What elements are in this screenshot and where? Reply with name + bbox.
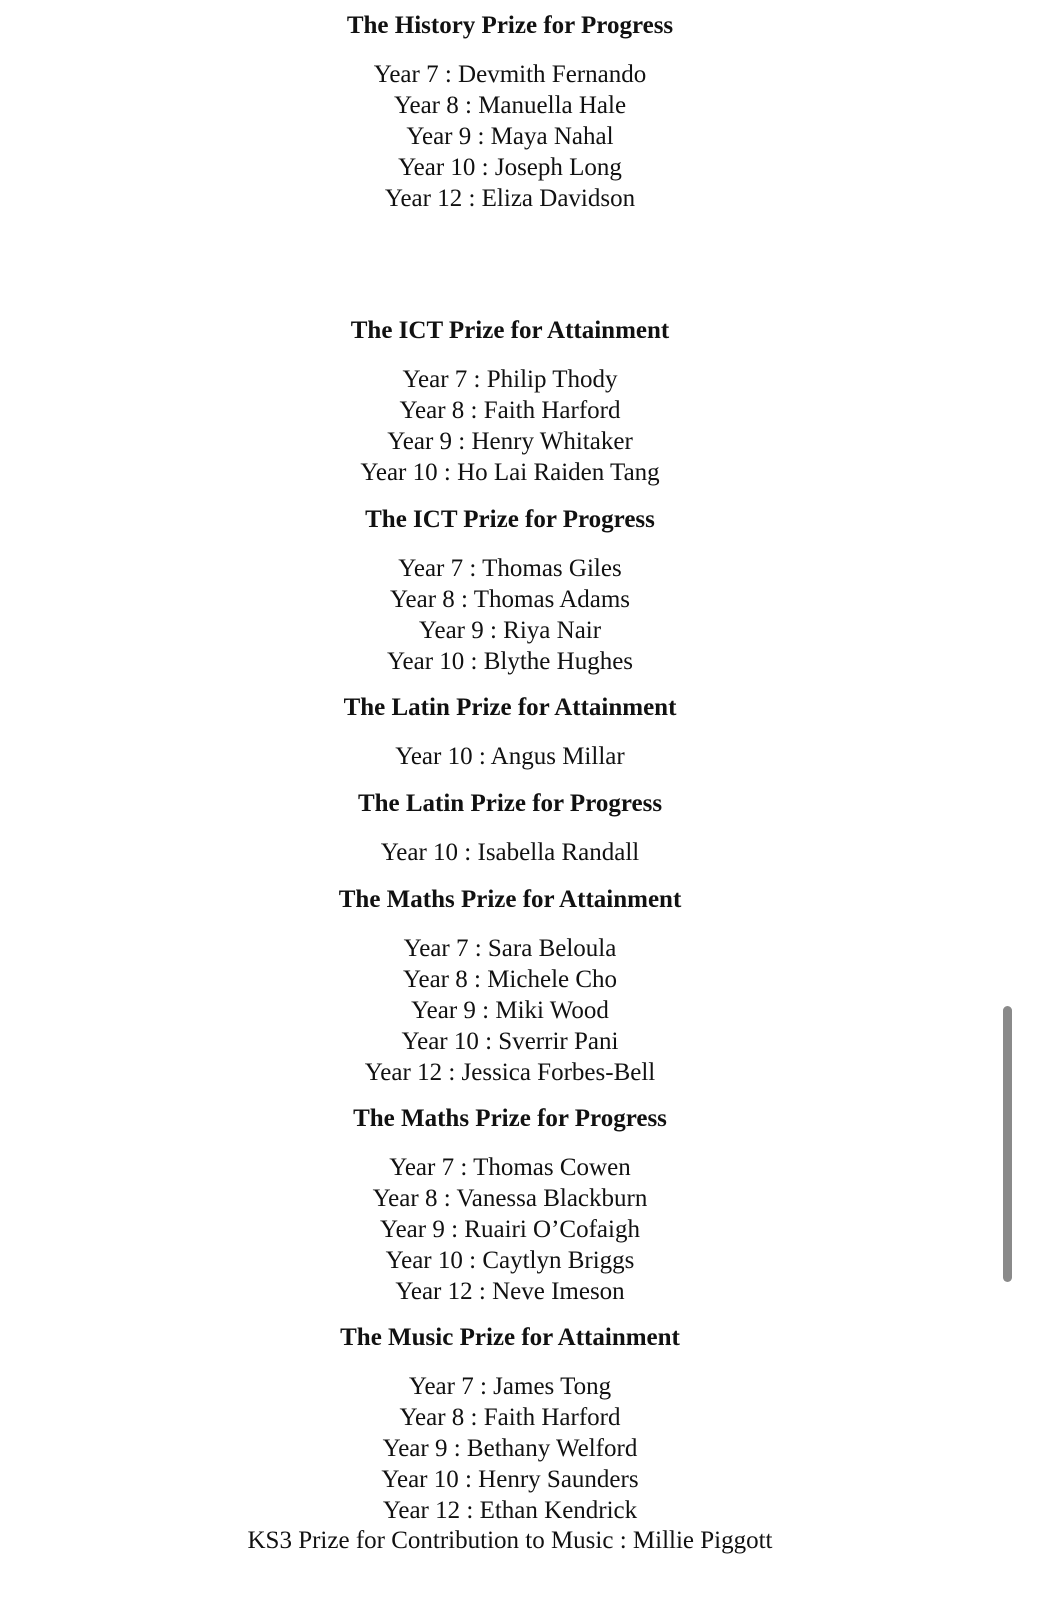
entry-list xyxy=(0,364,1020,488)
history-progress-section xyxy=(0,11,1020,214)
prize-entry: Year 10 : Henry Saunders xyxy=(381,1466,639,1493)
section-heading: The Maths Prize for Attainment xyxy=(338,886,682,913)
section-heading: The Latin Prize for Progress xyxy=(357,790,663,817)
music-attainment-section xyxy=(0,1323,1020,1526)
vertical-scrollbar-thumb[interactable] xyxy=(1003,1006,1012,1282)
prize-entry: Year 8 : Faith Harford xyxy=(399,397,621,424)
prize-entry: Year 7 : Devmith Fernando xyxy=(373,61,647,88)
entry-list xyxy=(0,59,1020,214)
prize-entry: Year 12 : Ethan Kendrick xyxy=(382,1497,638,1524)
latin-progress-section xyxy=(0,789,1020,868)
prize-entry: Year 7 : Sara Beloula xyxy=(403,935,617,962)
prize-entry: Year 10 : Angus Millar xyxy=(395,743,625,770)
maths-attainment-section xyxy=(0,885,1020,1088)
prize-entry: Year 7 : Thomas Cowen xyxy=(389,1154,631,1181)
entry-list xyxy=(0,1152,1020,1307)
prize-entry: Year 12 : Eliza Davidson xyxy=(384,185,636,212)
entry-list xyxy=(0,741,1020,772)
prize-entry: Year 10 : Blythe Hughes xyxy=(386,648,634,675)
section-heading: The ICT Prize for Progress xyxy=(365,506,655,533)
prize-entry: Year 10 : Joseph Long xyxy=(398,154,622,181)
prize-entry: Year 8 : Manuella Hale xyxy=(393,92,627,119)
prize-entry: Year 10 : Isabella Randall xyxy=(380,839,640,866)
prize-entry: Year 10 : Ho Lai Raiden Tang xyxy=(360,459,660,486)
prize-entry: Year 9 : Bethany Welford xyxy=(382,1435,638,1462)
section-heading: The Maths Prize for Progress xyxy=(353,1105,667,1132)
prize-entry: Year 7 : Philip Thody xyxy=(402,366,618,393)
prize-entry: Year 9 : Ruairi O’Cofaigh xyxy=(380,1216,640,1243)
prize-entry: Year 7 : James Tong xyxy=(408,1373,612,1400)
ict-attainment-section xyxy=(0,316,1020,488)
prize-entry: Year 8 : Michele Cho xyxy=(402,966,618,993)
latin-attainment-section xyxy=(0,693,1020,772)
prize-entry: Year 8 : Vanessa Blackburn xyxy=(372,1185,648,1212)
entry-list xyxy=(0,553,1020,677)
prize-entry: Year 7 : Thomas Giles xyxy=(398,555,622,582)
prize-entry: Year 12 : Neve Imeson xyxy=(395,1278,625,1305)
entry-list xyxy=(0,837,1020,868)
section-heading: The Latin Prize for Attainment xyxy=(343,694,677,721)
prize-entry: Year 9 : Miki Wood xyxy=(411,997,609,1024)
prize-entry: Year 9 : Maya Nahal xyxy=(406,123,614,150)
entry-list xyxy=(0,933,1020,1088)
prize-entry: Year 8 : Faith Harford xyxy=(399,1404,621,1431)
prize-entry: Year 10 : Sverrir Pani xyxy=(401,1028,619,1055)
section-heading: The History Prize for Progress xyxy=(346,12,674,39)
maths-progress-section xyxy=(0,1104,1020,1307)
prize-entry: Year 9 : Henry Whitaker xyxy=(387,428,633,455)
section-heading: The Music Prize for Attainment xyxy=(340,1324,680,1351)
entry-list xyxy=(0,1371,1020,1526)
prize-entry: Year 9 : Riya Nair xyxy=(418,617,602,644)
prize-entry: Year 10 : Caytlyn Briggs xyxy=(385,1247,635,1274)
prize-entry: Year 8 : Thomas Adams xyxy=(389,586,631,613)
section-heading: The ICT Prize for Attainment xyxy=(350,317,670,344)
ict-progress-section xyxy=(0,505,1020,677)
ks3-music-contribution-entry: KS3 Prize for Contribution to Music : Millie Piggott xyxy=(247,1527,773,1554)
prize-entry: Year 12 : Jessica Forbes-Bell xyxy=(364,1059,656,1086)
